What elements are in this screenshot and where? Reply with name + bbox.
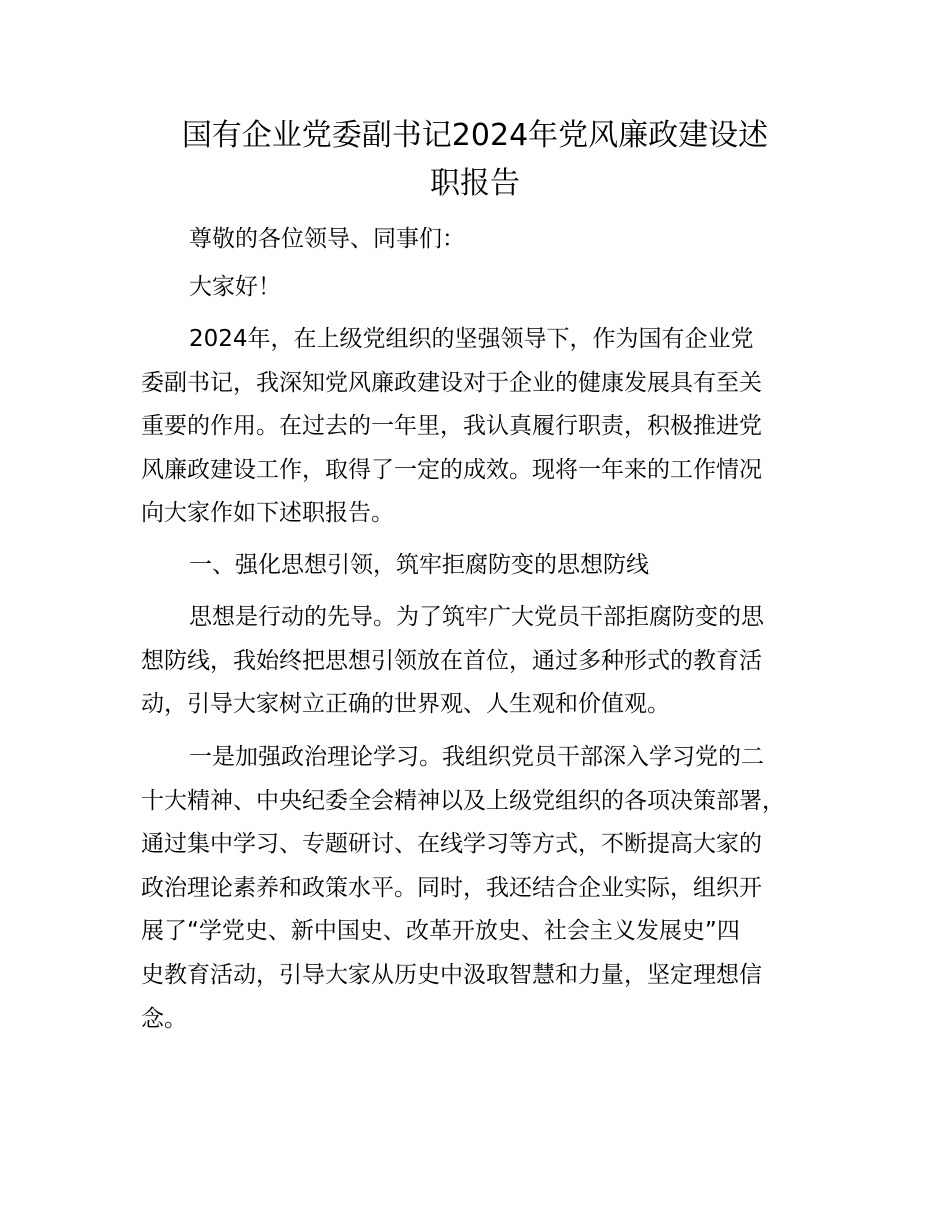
point-one-line: 史教育活动，引导大家从历史中汲取智慧和力量，坚定理想信 <box>141 961 762 988</box>
salutation <box>141 218 811 262</box>
intro-line: 风廉政建设工作，取得了一定的成效。现将一年来的工作情况 <box>141 456 762 483</box>
intro-line: 委副书记，我深知党风廉政建设对于企业的健康发展具有至关 <box>141 369 762 396</box>
salutation-text: 尊敬的各位领导、同事们： <box>189 226 465 252</box>
section-one-heading <box>141 544 811 588</box>
point-one-line: 一是加强政治理论学习。我组织党员干部深入学习党的二 <box>189 744 764 770</box>
title-line-2: 职报告 <box>430 166 520 201</box>
section-one-line: 思想是行动的先导。为了筑牢广大党员干部拒腐防变的思 <box>189 604 764 630</box>
section-one-heading-text: 一、强化思想引领，筑牢拒腐防变的思想防线 <box>189 552 649 578</box>
point-one-line: 通过集中学习、专题研讨、在线学习等方式，不断提高大家的 <box>141 831 762 858</box>
intro-line: 重要的作用。在过去的一年里，我认真履行职责，积极推进党 <box>141 413 762 440</box>
point-one-line: 展了“学党史、新中国史、改革开放史、社会主义发展史”四 <box>141 918 740 945</box>
point-one-line: 十大精神、中央纪委全会精神以及上级党组织的各项决策部署， <box>141 787 785 814</box>
section-one-line: 想防线，我始终把思想引领放在首位，通过多种形式的教育活 <box>141 647 762 674</box>
section-one-paragraph <box>141 596 811 727</box>
greeting <box>141 266 811 310</box>
point-one-line: 政治理论素养和政策水平。同时，我还结合企业实际，组织开 <box>141 874 762 901</box>
intro-line: 2024年，在上级党组织的坚强领导下，作为国有企业党 <box>189 326 754 352</box>
intro-line: 向大家作如下述职报告。 <box>141 500 394 527</box>
title-line-1: 国有企业党委副书记2024年党风廉政建设述 <box>181 118 769 153</box>
intro-paragraph <box>141 318 811 536</box>
section-one-line: 动，引导大家树立正确的世界观、人生观和价值观。 <box>141 691 670 718</box>
document-title <box>140 112 810 208</box>
greeting-text: 大家好！ <box>189 274 281 300</box>
point-one-line: 念。 <box>141 1005 187 1032</box>
point-one-paragraph <box>141 736 811 1041</box>
